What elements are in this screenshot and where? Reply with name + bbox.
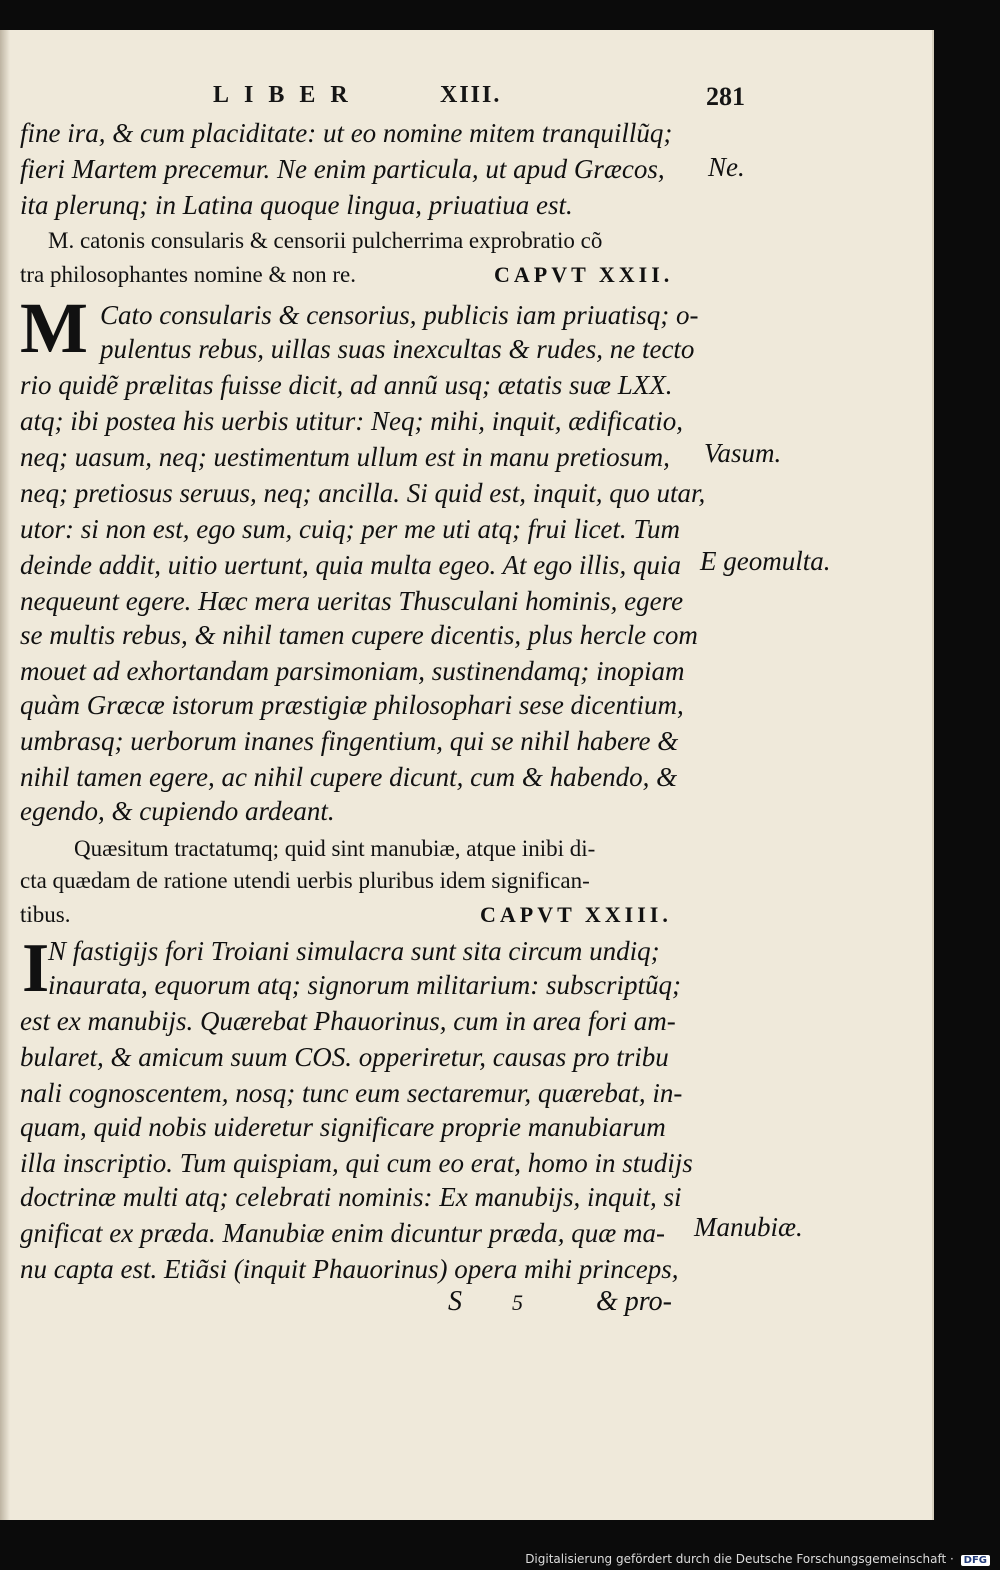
text-line: deinde addit, uitio uertunt, quia multa egeo. At ego illis, quia xyxy=(20,550,681,580)
text-line: se multis rebus, & nihil tamen cupere dicentis, plus hercle com xyxy=(20,620,698,650)
text-line: nequeunt egere. Hæc mera ueritas Thusculani hominis, egere xyxy=(20,586,684,616)
caput-label: CAPVT XXIII. xyxy=(480,902,672,927)
dfg-logo: DFG xyxy=(961,1555,990,1566)
drop-cap: M xyxy=(20,288,88,368)
text-line: est ex manubijs. Quærebat Phauorinus, cum in area fori am- xyxy=(20,1006,676,1036)
text-line: nihil tamen egere, ac nihil cupere dicunt, cum & habendo, & xyxy=(20,762,678,792)
digitization-credit xyxy=(525,1552,990,1566)
running-head xyxy=(0,82,760,112)
text-line: doctrinæ multi atq; celebrati nominis: Ex manubijs, inquit, si xyxy=(20,1182,682,1212)
chapter-heading: Quæsitum tractatumq; quid sint manubiæ, atque inibi di- xyxy=(74,836,596,861)
text-line: utor: si non est, ego sum, cuiq; per me uti atq; frui licet. Tum xyxy=(20,514,680,544)
text-line: pulentus rebus, uillas suas inexcultas & rudes, ne tecto xyxy=(100,334,695,364)
chapter-heading: tibus. xyxy=(20,902,71,927)
running-head-book: XIII. xyxy=(440,82,502,108)
text-line: egendo, & cupiendo ardeant. xyxy=(20,796,335,826)
page-gutter xyxy=(0,30,10,1520)
margin-note: Ne. xyxy=(708,152,745,182)
text-line: nu capta est. Etiãsi (inquit Phauorinus) opera mihi princeps, xyxy=(20,1254,679,1284)
margin-note: E geomulta. xyxy=(700,546,831,576)
text-line: quàm Græcæ istorum præstigiæ philosophari sese dicentium, xyxy=(20,690,684,720)
running-head-liber: LIBER xyxy=(213,82,363,108)
text-line: quam, quid nobis uideretur significare proprie manubiarum xyxy=(20,1112,666,1142)
text-line: ita plerunq; in Latina quoque lingua, priuatiua est. xyxy=(20,190,573,220)
signature-mark: S xyxy=(448,1286,462,1317)
text-line: illa inscriptio. Tum quispiam, qui cum eo erat, homo in studijs xyxy=(20,1148,693,1178)
text-line: neq; uasum, neq; uestimentum ullum est in manu pretiosum, xyxy=(20,442,670,472)
text-line: inaurata, equorum atq; signorum militarium: subscriptũq; xyxy=(48,970,682,1000)
text-line: umbrasq; uerborum inanes fingentium, qui se nihil habere & xyxy=(20,726,679,756)
chapter-heading: cta quædam de ratione utendi uerbis pluribus idem significan- xyxy=(20,868,590,893)
page-number: 281 xyxy=(706,82,745,111)
margin-note: Manubiæ. xyxy=(694,1212,803,1242)
text-line: fieri Martem precemur. Ne enim particula, ut apud Græcos, xyxy=(20,154,665,184)
text-line: atq; ibi postea his uerbis utitur: Neq; mihi, inquit, ædificatio, xyxy=(20,406,683,436)
text-line: N fastigijs fori Troiani simulacra sunt sita circum undiq; xyxy=(48,936,660,966)
caput-label: CAPVT XXII. xyxy=(494,262,674,287)
signature-number: 5 xyxy=(512,1290,523,1315)
drop-cap: I xyxy=(22,930,50,1007)
footer-text: Digitalisierung gefördert durch die Deutsche Forschungsgemeinschaft · xyxy=(525,1552,954,1566)
text-line: bularet, & amicum suum COS. opperiretur, causas pro tribu xyxy=(20,1042,669,1072)
text-line: fine ira, & cum placiditate: ut eo nomine mitem tranquillũq; xyxy=(20,118,673,148)
text-line: gnificat ex præda. Manubiæ enim dicuntur præda, quæ ma- xyxy=(20,1218,665,1248)
catchword: & pro- xyxy=(596,1286,672,1317)
text-line: neq; pretiosus seruus, neq; ancilla. Si quid est, inquit, quo utar, xyxy=(20,478,706,508)
text-line: Cato consularis & censorius, publicis iam priuatisq; o- xyxy=(100,300,699,330)
margin-note: Vasum. xyxy=(704,438,782,468)
chapter-heading: M. catonis consularis & censorii pulcherrima exprobratio cõ xyxy=(48,228,603,253)
chapter-heading: tra philosophantes nomine & non re. xyxy=(20,262,356,287)
text-line: nali cognoscentem, nosq; tunc eum sectaremur, quærebat, in- xyxy=(20,1078,683,1108)
text-line: rio quidẽ prælitas fuisse dicit, ad annũ usq; ætatis suæ LXX. xyxy=(20,370,673,400)
text-line: mouet ad exhortandam parsimoniam, sustinendamq; inopiam xyxy=(20,656,685,686)
